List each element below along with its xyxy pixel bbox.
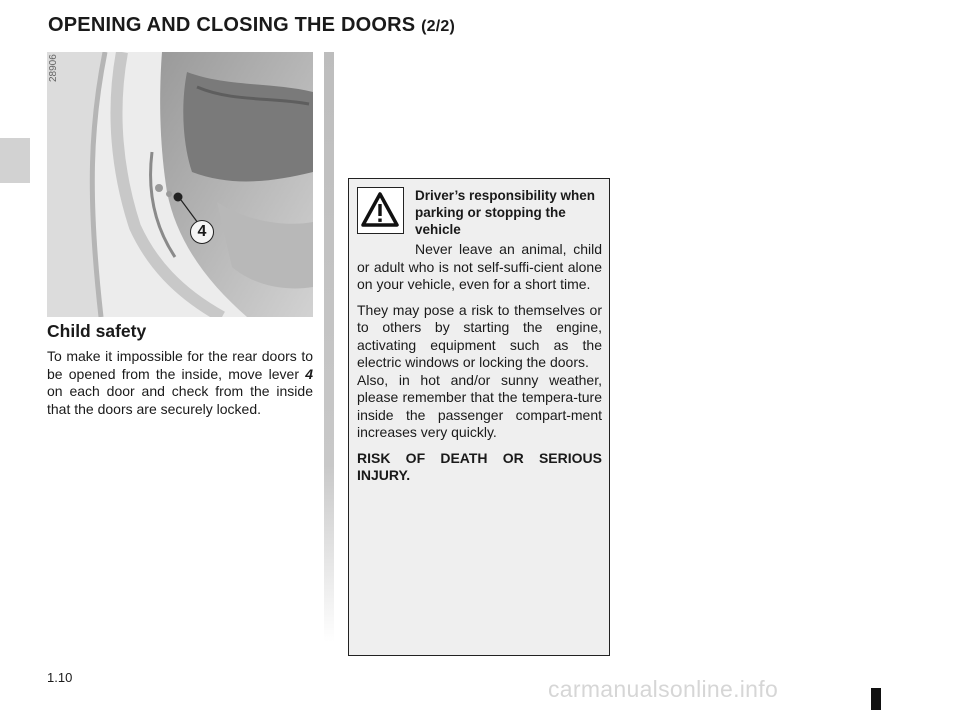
door-illustration [47, 52, 313, 317]
body-text-before: To make it impossible for the rear doors to be opened from the inside, move lever [47, 348, 313, 382]
photo-reference-code: 28906 [48, 54, 59, 82]
section-heading: Child safety [47, 321, 147, 341]
watermark: carmanualsonline.info [548, 676, 779, 702]
warning-risk: RISK OF DEATH OR SERIOUS INJURY. [357, 449, 602, 483]
door-lever-photo [47, 52, 313, 317]
warning-box [348, 178, 610, 656]
page-title [48, 14, 455, 37]
section-body [47, 348, 313, 418]
column-divider [324, 52, 334, 642]
corner-marker [871, 688, 881, 710]
body-text-after: on each door and check from the inside that the doors are securely locked. [47, 383, 313, 417]
warning-paragraph-1: Never leave an animal, child or adult who is not self-suffi-cient alone on your vehicle, even for a short time. [357, 241, 602, 292]
warning-text [357, 241, 602, 493]
warning-title: Driver’s responsibility when parking or stopping the vehicle [415, 188, 596, 237]
page-number: 1.10 [47, 670, 73, 685]
chapter-tab [0, 138, 30, 183]
warning-paragraph-2: They may pose a risk to themselves or to others by starting the engine, activating equipment such as the electric windows or locking the doors. [357, 301, 602, 370]
page-part: (2/2) [421, 18, 455, 35]
warning-triangle-icon [357, 187, 404, 234]
warning-paragraph-3: Also, in hot and/or sunny weather, please remember that the tempera-ture inside the passenger compart-ment increases very quickly. [357, 371, 602, 440]
lever-callout-label: 4 [190, 220, 214, 244]
lever-number: 4 [305, 365, 313, 382]
page-title-text: OPENING AND CLOSING THE DOORS [48, 14, 416, 36]
